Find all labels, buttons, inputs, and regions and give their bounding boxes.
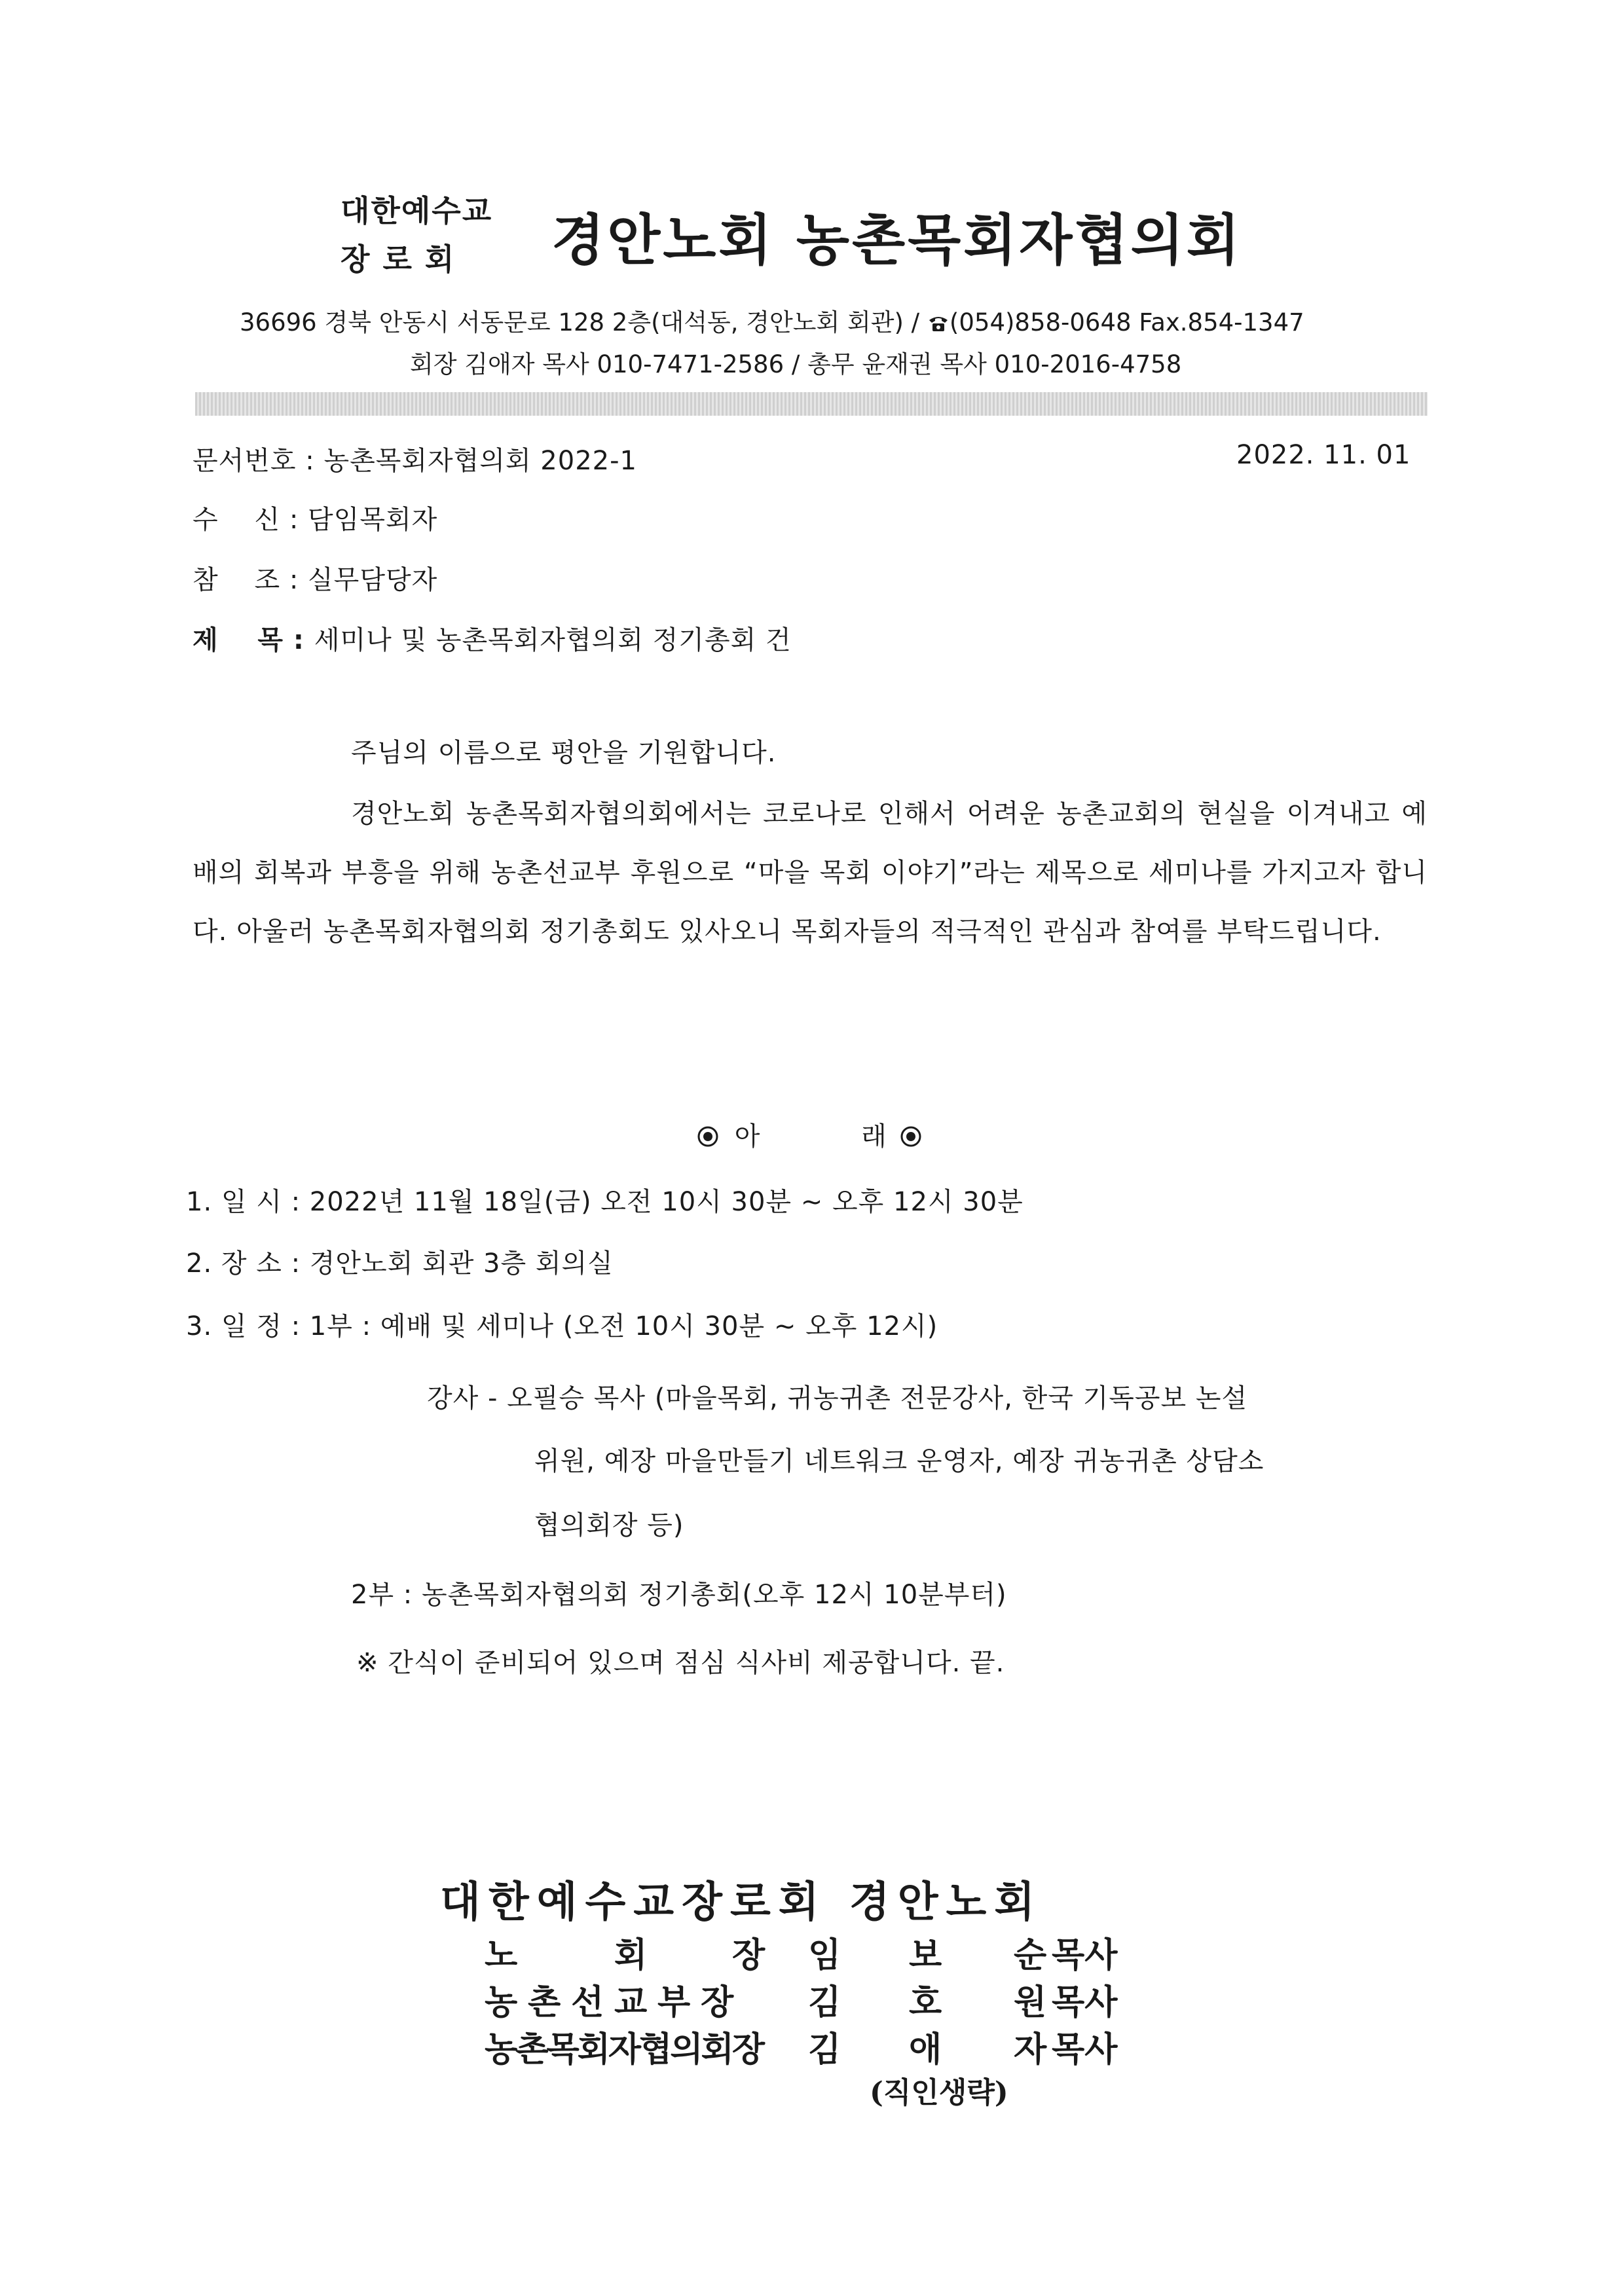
- address-line: [240, 302, 1304, 338]
- signature-name-char: 김: [808, 2030, 841, 2069]
- subject-row: [193, 619, 792, 657]
- org-title: 경안노회 농촌목회자협의회: [551, 208, 1242, 272]
- notice-heading-right: 래: [861, 1121, 887, 1152]
- signature-title-char: 농: [485, 1982, 518, 2022]
- signature-name-char: 김: [808, 1982, 841, 2022]
- org-denomination-line1: 대한예수교: [341, 193, 493, 228]
- org-denomination-line2: 장 로 회: [341, 242, 456, 277]
- speaker-line-3: 협의회장 등): [534, 1510, 684, 1540]
- signature-suffix: 목사: [1052, 1935, 1118, 1975]
- notice-heading: [697, 1116, 922, 1153]
- address-text: 36696 경북 안동시 서동문로 128 2층(대석동, 경안노회 회관) /: [240, 308, 927, 337]
- doc-number-value: 농촌목회자협의회 2022-1: [323, 446, 637, 476]
- notice-heading-left: 아: [734, 1121, 761, 1152]
- notice-footnote: ※ 간식이 준비되어 있으며 점심 식사비 제공합니다. 끝.: [356, 1648, 1005, 1678]
- contact-line: 회장 김애자 목사 010-7471-2586 / 총무 윤재권 목사 010-2016-4758: [410, 350, 1182, 378]
- reference-label: 참 조 :: [193, 565, 308, 595]
- signature-name-char: 임: [808, 1935, 841, 1975]
- signature-title-char: 노: [485, 1935, 518, 1975]
- signature-title-char: 교: [614, 1982, 648, 2022]
- signature-title: 농촌목회자협의회장: [485, 2030, 764, 2069]
- signature-name-char: 애: [909, 2030, 942, 2069]
- signature-name-char: 호: [909, 1982, 942, 2022]
- recipient-row: [193, 499, 437, 536]
- body-paragraph: 경안노회 농촌목회자협의회에서는 코로나로 인해서 어려운 농촌교회의 현실을 이겨내고 예배의 회복과 부흥을 위해 농촌선교부 후원으로 “마을 목회 이야기”라는 제목으로 세미나를 가지고자 합니다. 아울러 농촌목회자협의회 정기총회도 있사오니 목회자들의 적극적인 관심과 참여를 부탁드립니다.: [193, 799, 1428, 947]
- doc-number-label: 문서번호 :: [193, 446, 324, 476]
- greeting: 주님의 이름으로 평안을 기원합니다.: [351, 738, 777, 768]
- reference-row: [193, 559, 437, 596]
- signature-suffix: 목사: [1052, 2030, 1118, 2069]
- header-divider: [195, 392, 1428, 416]
- seal-omitted-note: (직인생략): [870, 2076, 1008, 2109]
- notice-item-place: 2. 장 소 : 경안노회 회관 3층 회의실: [186, 1248, 614, 1279]
- telephone-icon: [927, 311, 950, 331]
- signature-title-char: 장: [701, 1982, 734, 2022]
- notice-item-datetime: 1. 일 시 : 2022년 11월 18일(금) 오전 10시 30분 ~ 오후 12시 30분: [186, 1187, 1024, 1217]
- speaker-line-1: 강사 - 오필승 목사 (마을목회, 귀농귀촌 전문강사, 한국 기독공보 논설: [427, 1383, 1248, 1413]
- subject-label: 제 목 :: [193, 625, 314, 655]
- speaker-line-2: 위원, 예장 마을만들기 네트워크 운영자, 예장 귀농귀촌 상담소: [534, 1446, 1264, 1476]
- signature-title-char: 선: [571, 1982, 604, 2022]
- signature-title-char: 회: [614, 1935, 648, 1975]
- reference-value: 실무담당자: [308, 565, 438, 595]
- signature-suffix: 목사: [1052, 1982, 1118, 2022]
- recipient-value: 담임목회자: [308, 505, 438, 535]
- notice-part2: 2부 : 농촌목회자협의회 정기총회(오후 12시 10분부터): [351, 1580, 1007, 1610]
- phone-fax-text: (054)858-0648 Fax.854-1347: [949, 308, 1304, 337]
- signature-title-char: 촌: [528, 1982, 561, 2022]
- doc-date: 2022. 11. 01: [1236, 440, 1411, 470]
- signature-organization: 대한예수교장로회 경안노회: [440, 1878, 1043, 1927]
- signature-title-char: 부: [657, 1982, 691, 2022]
- signature-name-char: 자: [1014, 2030, 1047, 2069]
- recipient-label: 수 신 :: [193, 505, 308, 535]
- signature-name-char: 순: [1014, 1935, 1047, 1975]
- signature-title-char: 장: [732, 1935, 766, 1975]
- signature-name-char: 보: [909, 1935, 942, 1975]
- signature-name-char: 원: [1014, 1982, 1047, 2022]
- circled-dot-icon: [697, 1124, 719, 1146]
- subject-value: 세미나 및 농촌목회자협의회 정기총회 건: [314, 625, 792, 655]
- doc-number-row: [193, 440, 637, 477]
- notice-item-schedule: 3. 일 정 : 1부 : 예배 및 세미나 (오전 10시 30분 ~ 오후 12시): [186, 1311, 938, 1341]
- circled-dot-icon: [900, 1124, 922, 1146]
